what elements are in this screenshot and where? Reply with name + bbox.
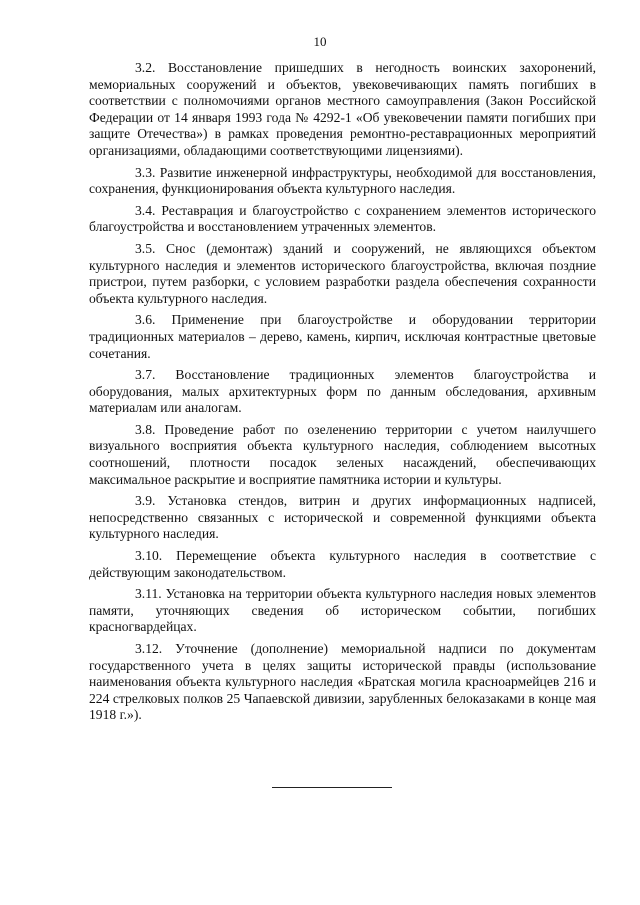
paragraph-3-3: 3.3. Развитие инженерной инфраструктуры, необходимой для восстановления, сохранения, функционирования объекта культурного наследия. — [89, 164, 596, 197]
paragraph-3-9: 3.9. Установка стендов, витрин и других информационных надписей, непосредственно связанных с исторической и современной функциями объекта культурного наследия. — [89, 493, 596, 542]
document-body — [89, 60, 596, 729]
paragraph-3-8: 3.8. Проведение работ по озеленению территории с учетом наилучшего визуального восприятия объекта культурного наследия, соблюдением высотных соотношений, плотности посадок зеленых насаждений, обеспечивающих максимальное раскрытие и восприятие памятника истории и культуры. — [89, 421, 596, 487]
paragraph-3-4: 3.4. Реставрация и благоустройство с сохранением элементов исторического благоустройства и восстановлением утраченных элементов. — [89, 202, 596, 235]
page-number: 10 — [313, 34, 327, 49]
paragraph-3-11: 3.11. Установка на территории объекта культурного наследия новых элементов памяти, уточняющих сведения об историческом событии, погибших красногвардейцах. — [89, 586, 596, 635]
paragraph-3-6: 3.6. Применение при благоустройстве и оборудовании территории традиционных материалов – дерево, камень, кирпич, исключая контрастные цветовые сочетания. — [89, 312, 596, 361]
paragraph-3-2: 3.2. Восстановление пришедших в негодность воинских захоронений, мемориальных сооружений и объектов, увековечивающих память погибших в соответствии с полномочиями органов местного самоуправления (Закон Российской Федерации от 14 января 1993 года № 4292-1 «Об увековечении памяти погибших при защите Отечества») в рамках проведения ремонтно-реставрационных мероприятий организациями, обладающими соответствующими лицензиями). — [89, 60, 596, 158]
paragraph-3-7: 3.7. Восстановление традиционных элементов благоустройства и оборудования, малых архитектурных форм по данным обследования, архивным материалам или аналогам. — [89, 367, 596, 416]
closing-divider — [272, 787, 392, 788]
paragraph-3-5: 3.5. Снос (демонтаж) зданий и сооружений, не являющихся объектом культурного наследия и элементов исторического благоустройства, включая поздние пристрои, путем разборки, с условием разработки раздела обеспечения сохранности объекта культурного наследия. — [89, 240, 596, 306]
paragraph-3-12: 3.12. Уточнение (дополнение) мемориальной надписи по документам государственного учета в целях защиты исторической правды (использование наименования объекта культурного наследия «Братская могила красноармейцев 216 и 224 стрелковых полков 25 Чапаевской дивизии, зарубленных белоказаками в конце мая 1918 г.»). — [89, 641, 596, 723]
paragraph-3-10: 3.10. Перемещение объекта культурного наследия в соответствие с действующим законодательством. — [89, 548, 596, 580]
